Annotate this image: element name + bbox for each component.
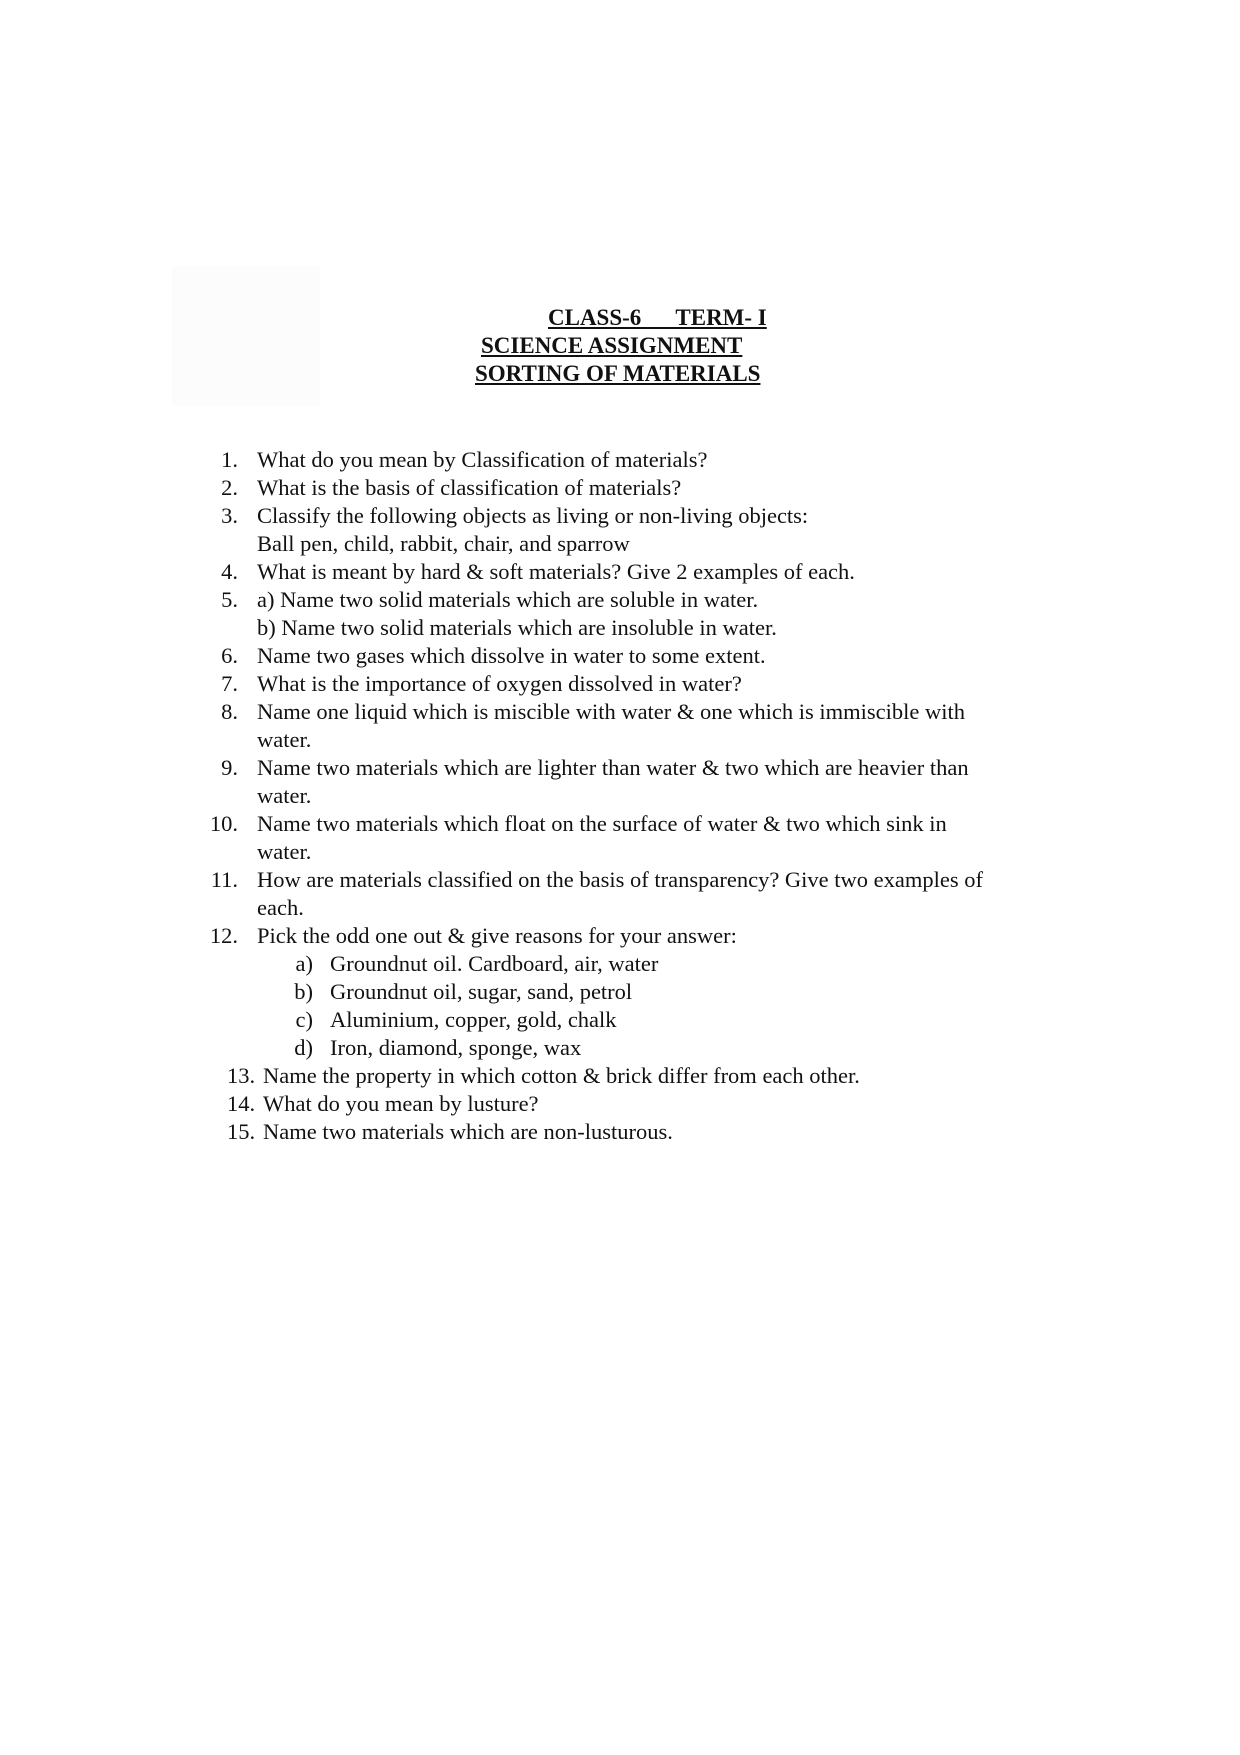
- question-number: 9.: [221, 755, 238, 780]
- question-number: 2.: [221, 475, 238, 500]
- question-text-line: water.: [257, 727, 312, 752]
- option-text: Iron, diamond, sponge, wax: [330, 1035, 582, 1060]
- question-number: 11.: [210, 867, 238, 892]
- class-term-heading: CLASS-6 TERM- I: [548, 305, 767, 330]
- question-text-line: Name the property in which cotton & brick differ from each other.: [263, 1063, 860, 1088]
- question-text-line: What do you mean by Classification of materials?: [257, 447, 708, 472]
- odd-one-out-item: [0, 950, 1240, 978]
- option-text: Groundnut oil, sugar, sand, petrol: [330, 979, 633, 1004]
- question-item: [0, 698, 1240, 754]
- question-item: [0, 502, 1240, 558]
- question-text-line: Name two materials which are lighter than water & two which are heavier than: [257, 755, 969, 780]
- question-item: [0, 922, 1240, 950]
- option-text: Groundnut oil. Cardboard, air, water: [330, 951, 659, 976]
- question-number: 1.: [221, 447, 238, 472]
- question-number: 7.: [221, 671, 238, 696]
- assignment-title: SCIENCE ASSIGNMENT: [481, 333, 743, 358]
- odd-one-out-item: [0, 1034, 1240, 1062]
- question-item: [0, 1090, 1240, 1118]
- question-number: 5.: [221, 587, 238, 612]
- question-number: 14.: [227, 1091, 256, 1116]
- question-number: 3.: [221, 503, 238, 528]
- question-text-line: How are materials classified on the basis of transparency? Give two examples of: [257, 867, 983, 892]
- question-item: [0, 670, 1240, 698]
- question-text-line: Name two materials which float on the surface of water & two which sink in: [257, 811, 947, 836]
- question-text-line: What do you mean by lusture?: [263, 1091, 539, 1116]
- question-text-line: What is meant by hard & soft materials? Give 2 examples of each.: [257, 559, 855, 584]
- question-item: [0, 810, 1240, 866]
- question-text-line: each.: [257, 895, 304, 920]
- question-text-line: Ball pen, child, rabbit, chair, and sparrow: [257, 531, 630, 556]
- question-text-line: Name two gases which dissolve in water to some extent.: [257, 643, 766, 668]
- question-text-line: What is the importance of oxygen dissolved in water?: [257, 671, 742, 696]
- question-number: 12.: [209, 923, 238, 948]
- question-text-line: Pick the odd one out & give reasons for your answer:: [257, 923, 737, 948]
- question-text-line: water.: [257, 839, 312, 864]
- odd-one-out-item: [0, 978, 1240, 1006]
- question-text-line: Name one liquid which is miscible with water & one which is immiscible with: [257, 699, 966, 724]
- question-text-line: water.: [257, 783, 312, 808]
- question-item: [0, 754, 1240, 810]
- question-number: 4.: [221, 559, 238, 584]
- chapter-title: SORTING OF MATERIALS: [475, 361, 761, 386]
- question-number: 10.: [209, 811, 238, 836]
- question-number: 13.: [227, 1063, 256, 1088]
- question-text-line: a) Name two solid materials which are soluble in water.: [257, 587, 759, 612]
- faint-logo-area: [172, 266, 320, 406]
- question-item: [0, 446, 1240, 474]
- option-text: Aluminium, copper, gold, chalk: [330, 1007, 617, 1032]
- question-item: [0, 866, 1240, 922]
- question-item: [0, 642, 1240, 670]
- option-letter: b): [294, 979, 313, 1004]
- question-text-line: Name two materials which are non-lusturous.: [263, 1119, 673, 1144]
- question-text-line: Classify the following objects as living or non-living objects:: [257, 503, 809, 528]
- option-letter: c): [295, 1007, 313, 1032]
- question-text-line: What is the basis of classification of materials?: [257, 475, 682, 500]
- question-item: [0, 1062, 1240, 1090]
- question-item: [0, 474, 1240, 502]
- question-text-line: b) Name two solid materials which are insoluble in water.: [257, 615, 777, 640]
- question-number: 6.: [221, 643, 238, 668]
- option-letter: d): [294, 1035, 313, 1060]
- question-number: 15.: [227, 1119, 256, 1144]
- question-item: [0, 1118, 1240, 1146]
- question-number: 8.: [221, 699, 238, 724]
- odd-one-out-item: [0, 1006, 1240, 1034]
- option-letter: a): [295, 951, 313, 976]
- question-item: [0, 558, 1240, 586]
- question-item: [0, 586, 1240, 642]
